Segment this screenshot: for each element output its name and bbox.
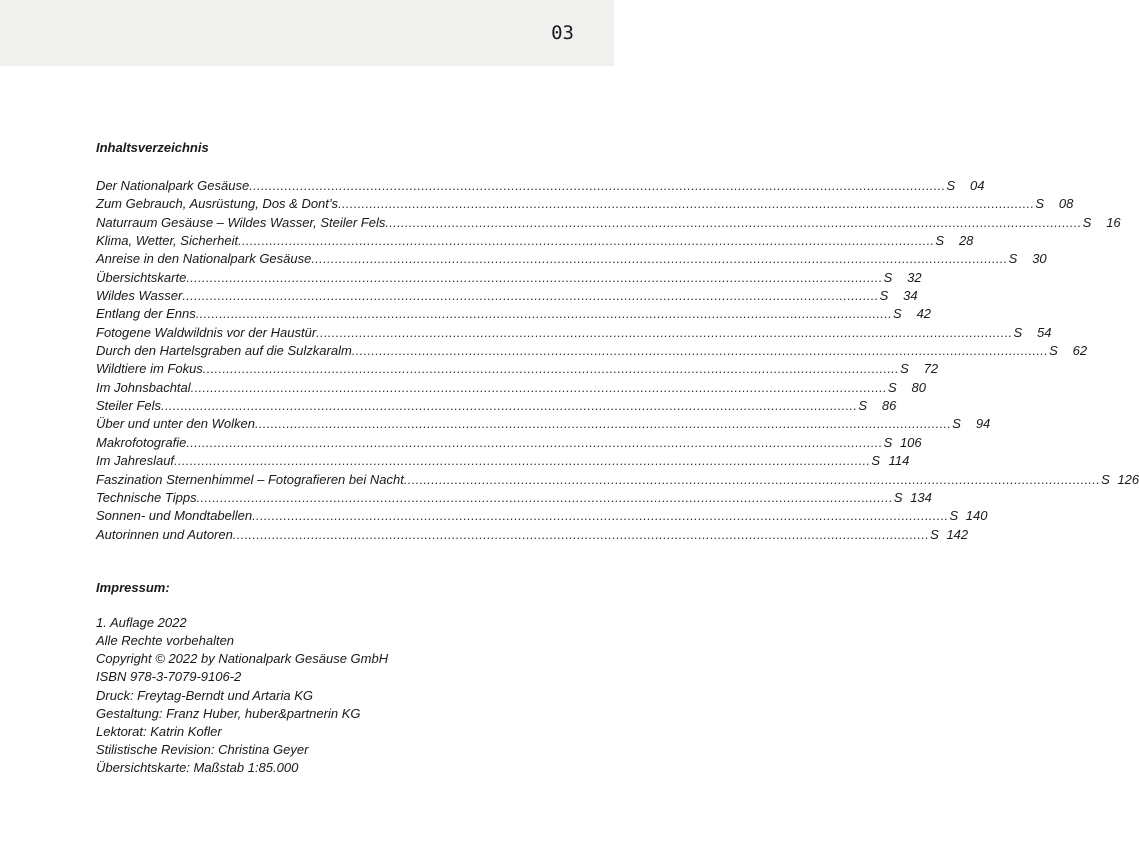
toc-entry-title: Der Nationalpark Gesäuse <box>96 178 250 193</box>
toc-page-number: 142 <box>946 526 969 542</box>
toc-page-number: 32 <box>907 269 922 285</box>
table-of-contents <box>96 177 1139 544</box>
toc-page-number: 134 <box>910 489 932 505</box>
toc-dot-leader: .................................................................................................................................................................................. <box>254 416 952 432</box>
page-content <box>96 139 1139 778</box>
toc-page-number: 04 <box>970 178 985 193</box>
toc-page-number: 140 <box>965 508 988 524</box>
toc-page-number: 94 <box>975 416 991 432</box>
toc-page-prefix: S <box>883 269 893 285</box>
toc-dot-leader: .................................................................................................................................................................................. <box>195 306 893 322</box>
toc-page-prefix: S <box>1035 196 1045 212</box>
toc-page-prefix: S <box>946 178 956 193</box>
toc-page-prefix: S <box>858 398 868 414</box>
toc-dot-leader: .................................................................................................................................................................................. <box>249 178 946 193</box>
toc-entry <box>96 379 926 397</box>
toc-page-prefix: S <box>879 288 889 304</box>
toc-entry-title: Autorinnen und Autoren <box>96 526 233 542</box>
toc-dot-leader: .................................................................................................................................................................................. <box>311 251 1008 267</box>
toc-entry <box>96 269 922 287</box>
toc-dot-leader: .................................................................................................................................................................................. <box>403 471 1101 487</box>
impressum-line: ISBN 978-3-7079-9106-2 <box>96 669 242 685</box>
toc-entry <box>96 195 1074 213</box>
page-header-band <box>0 0 614 66</box>
toc-entry <box>96 250 1047 268</box>
toc-page-number: 34 <box>903 288 918 304</box>
toc-page-number: 28 <box>958 233 974 249</box>
toc-page-prefix: S <box>1013 324 1023 340</box>
toc-dot-leader: .................................................................................................................................................................................. <box>186 434 883 450</box>
toc-entry-title: Anreise in den Nationalpark Gesäuse <box>96 251 312 267</box>
impressum-line: Copyright © 2022 by Nationalpark Gesäuse GmbH <box>96 651 389 667</box>
toc-dot-leader: .................................................................................................................................................................................. <box>196 489 893 505</box>
toc-entry-title: Übersichtskarte <box>96 269 187 285</box>
toc-dot-leader: .................................................................................................................................................................................. <box>252 508 949 524</box>
toc-page-prefix: S <box>1049 343 1058 359</box>
page-number: 03 <box>551 22 574 44</box>
toc-page-number: 54 <box>1037 324 1052 340</box>
toc-page-prefix: S <box>1008 251 1018 267</box>
impressum-line: Stilistische Revision: Christina Geyer <box>96 742 309 758</box>
toc-entry <box>96 177 985 195</box>
toc-dot-leader: .................................................................................................................................................................................. <box>385 214 1082 230</box>
toc-entry <box>96 415 991 433</box>
toc-entry <box>96 434 922 452</box>
toc-page-number: 114 <box>888 453 910 469</box>
toc-entry-title: Klima, Wetter, Sicherheit <box>96 233 239 249</box>
toc-dot-leader: .................................................................................................................................................................................. <box>186 269 883 285</box>
toc-dot-leader: .................................................................................................................................................................................. <box>190 379 887 395</box>
impressum-heading: Impressum: <box>96 579 170 595</box>
toc-entry <box>96 397 897 415</box>
toc-entry <box>96 287 918 305</box>
toc-page-number: 80 <box>911 379 926 395</box>
toc-entry-title: Über und unter den Wolken <box>96 416 255 432</box>
impressum-line: Druck: Freytag-Berndt und Artaria KG <box>96 687 313 703</box>
toc-page-prefix: S <box>1082 214 1092 230</box>
toc-page-number: 30 <box>1032 251 1047 267</box>
toc-entry <box>96 324 1052 342</box>
toc-dot-leader: .................................................................................................................................................................................. <box>316 324 1013 340</box>
toc-entry-title: Wildtiere im Fokus <box>96 361 203 377</box>
toc-page-number: 126 <box>1117 471 1139 487</box>
toc-page-number: 42 <box>916 306 932 322</box>
impressum-line: Übersichtskarte: Maßstab 1:85.000 <box>96 760 299 776</box>
toc-entry <box>96 507 988 525</box>
toc-entry <box>96 342 1088 360</box>
toc-dot-leader: .................................................................................................................................................................................. <box>338 196 1035 212</box>
toc-entry-title: Naturraum Gesäuse – Wildes Wasser, Steiler Fels <box>96 214 386 230</box>
toc-entry <box>96 471 1139 489</box>
impressum-line: 1. Auflage 2022 <box>96 614 187 630</box>
toc-page-number: 106 <box>899 434 922 450</box>
toc-entry <box>96 452 910 470</box>
impressum-line: Lektorat: Katrin Kofler <box>96 724 222 739</box>
toc-page-prefix: S <box>949 508 959 524</box>
toc-page-prefix: S <box>952 416 961 432</box>
toc-entry-title: Makrofotografie <box>96 434 187 450</box>
toc-entry-title: Steiler Fels <box>96 398 162 414</box>
toc-dot-leader: .................................................................................................................................................................................. <box>202 361 900 377</box>
toc-page-number: 08 <box>1058 196 1074 212</box>
toc-heading: Inhaltsverzeichnis <box>96 140 209 155</box>
toc-page-number: 72 <box>923 361 939 377</box>
toc-dot-leader: .................................................................................................................................................................................. <box>351 343 1049 359</box>
toc-dot-leader: .................................................................................................................................................................................. <box>161 398 858 414</box>
toc-entry <box>96 214 1121 232</box>
toc-entry-title: Sonnen- und Mondtabellen <box>96 508 253 524</box>
toc-entry-title: Im Johnsbachtal <box>96 379 191 395</box>
toc-entry <box>96 489 932 507</box>
toc-entry-title: Faszination Sternenhimmel – Fotografieren bei Nacht <box>96 471 404 487</box>
toc-page-prefix: S <box>900 361 909 377</box>
toc-page-prefix: S <box>893 306 902 322</box>
toc-page-prefix: S <box>887 379 897 395</box>
toc-entry-title: Fotogene Waldwildnis vor der Haustür <box>96 324 317 340</box>
toc-dot-leader: .................................................................................................................................................................................. <box>232 526 930 542</box>
toc-entry <box>96 232 974 250</box>
toc-entry-title: Wildes Wasser <box>96 288 183 304</box>
toc-page-prefix: S <box>871 453 881 469</box>
toc-entry-title: Durch den Hartelsgraben auf die Sulzkaralm <box>96 343 352 359</box>
toc-page-prefix: S <box>883 434 893 450</box>
impressum-lines <box>96 614 521 778</box>
toc-dot-leader: .................................................................................................................................................................................. <box>238 233 935 249</box>
toc-page-prefix: S <box>930 526 939 542</box>
toc-page-number: 16 <box>1106 214 1121 230</box>
impressum-line: Alle Rechte vorbehalten <box>96 633 235 649</box>
toc-page-prefix: S <box>1101 471 1110 487</box>
toc-dot-leader: .................................................................................................................................................................................. <box>174 453 871 469</box>
toc-entry <box>96 360 939 378</box>
toc-entry-title: Technische Tipps <box>96 489 197 505</box>
toc-page-number: 62 <box>1072 343 1088 359</box>
impressum-line: Gestaltung: Franz Huber, huber&partnerin KG <box>96 705 361 721</box>
toc-page-prefix: S <box>935 233 945 249</box>
toc-entry <box>96 305 932 323</box>
toc-entry-title: Zum Gebrauch, Ausrüstung, Dos & Dont’s <box>96 196 339 212</box>
toc-dot-leader: .................................................................................................................................................................................. <box>182 288 879 304</box>
toc-entry-title: Im Jahreslauf <box>96 453 175 469</box>
toc-page-prefix: S <box>893 489 903 505</box>
toc-entry <box>96 526 969 544</box>
toc-page-number: 86 <box>881 398 897 414</box>
toc-entry-title: Entlang der Enns <box>96 306 196 322</box>
